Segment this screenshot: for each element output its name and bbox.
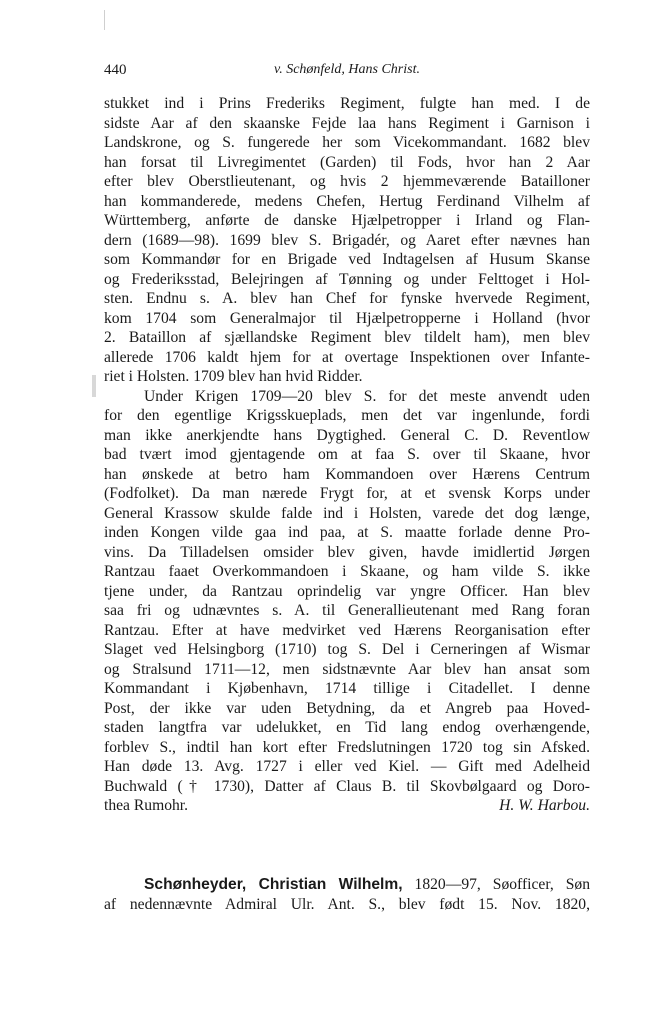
text-line: Landskrone, og S. fungerede her som Vicekommandant. 1682 blev [104,134,590,151]
text-line: saa fri og udnævntes s. A. til Generallieutenant med Rang foran [104,602,590,619]
text-line: riet i Holsten. 1709 blev han hvid Ridder. [104,368,363,385]
text-line: allerede 1706 kaldt hjem for at overtage Inspektionen over Infante- [104,348,590,366]
text-line: Han døde 13. Avg. 1727 i eller ved Kiel. — Gift med Adelheid [104,758,590,775]
text-line: han kommanderede, medens Chefen, Hertug Ferdinand Vilhelm af [104,192,590,210]
entry-first-line [104,875,590,895]
text-line: dern (1689—98). 1699 blev S. Brigadér, og Aaret efter nævnes han [104,231,590,249]
text-line: efter blev Oberstlieutenant, og hvis 2 hjemmeværende Batailloner [104,173,590,190]
text-line: inden Kongen vilde gaa ind paa, at S. maatte forlade denne Pro- [104,524,590,541]
text-line: staden langtfra var udelukket, en Tid lang endog overhængende, [104,719,590,736]
page-number: 440 [104,62,127,78]
next-entry [104,875,590,914]
biography-text [104,94,590,816]
text-line: stukket ind i Prins Frederiks Regiment, fulgte han med. I de [104,95,590,112]
text-line: han ønskede at betro ham Kommandoen over Hærens Centrum [104,465,590,483]
text-line: Rantzau faaet Overkommandoen i Skaane, og ham vilde S. ikke [104,563,590,580]
entry-name: Schønheyder, Christian Wilhelm, [144,876,403,893]
text-line: for den egentlige Krigsskueplads, men det var ingenlunde, fordi [104,407,590,424]
text-line: Kommandant i Kjøbenhavn, 1714 tillige i Citadellet. I denne [104,680,590,697]
text-line: Rantzau. Efter at have medvirket ved Hærens Reorganisation efter [104,621,590,639]
closing-text: thea Rumohr. [104,797,189,814]
page-header [104,62,590,82]
text-line: sidste Aar af den skaanske Fejde laa hans Regiment i Garnison i [104,114,590,132]
text-line: Württemberg, anførte de danske Hjælpetropper i Irland og Flan- [104,212,590,229]
text-line: General Krassow skulde falde ind i Holsten, varede det dog længe, [104,504,590,522]
text-line: han forsat til Livregimentet (Garden) til Fods, hvor han 2 Aar [104,153,590,171]
text-line: som Kommandør for en Brigade ved Indtagelsen af Husum Skanse [104,251,590,268]
top-margin-rule [104,10,105,30]
text-line: 2. Bataillon af sjællandske Regiment blev tildelt ham), men blev [104,329,590,346]
text-line: man ikke anerkjendte hans Dygtighed. General C. D. Reventlow [104,426,590,444]
text-line: Slaget ved Helsingborg (1710) tog S. Del i Cerneringen af Wismar [104,641,590,658]
entry-first-line-text: 1820—97, Søofficer, Søn [402,876,590,893]
text-line: bad tvært imod gjentagende om at faa S. over til Skaane, hvor [104,446,590,463]
author-signature: H. W. Harbou. [499,797,590,814]
text-line: forblev S., indtil han kort efter Fredslutningen 1720 tog sin Afsked. [104,738,590,756]
running-head: v. Schønfeld, Hans Christ. [274,62,420,77]
text-line: af nedennævnte Admiral Ulr. Ant. S., blev født 15. Nov. 1820, [104,895,590,913]
text-line: Post, der ikke var uden Betydning, da et Angreb paa Hoved- [104,699,590,717]
text-line: Under Krigen 1709—20 blev S. for det meste anvendt uden [144,387,590,405]
text-line: og Stralsund 1711—12, men sidstnævnte Aar blev han ansat som [104,660,590,678]
text-line: tjene under, da Rantzau oprindelig var yngre Officer. Han blev [104,582,590,600]
text-line: og Frederiksstad, Belejringen af Tønning og under Felttoget i Hol- [104,270,590,288]
closing-line [104,796,590,816]
margin-mark [92,375,96,397]
text-line: sten. Endnu s. A. blev han Chef for fynske hvervede Regiment, [104,290,590,307]
text-line: Buchwald († 1730), Datter af Claus B. til Skovbølgaard og Doro- [104,777,590,795]
text-line: vins. Da Tilladelsen omsider blev given, havde imidlertid Jørgen [104,543,590,561]
text-line: (Fodfolket). Da man nærede Frygt for, at et svensk Korps under [104,485,590,502]
text-line: kom 1704 som Generalmajor til Hjælpetropperne i Holland (hvor [104,309,590,327]
